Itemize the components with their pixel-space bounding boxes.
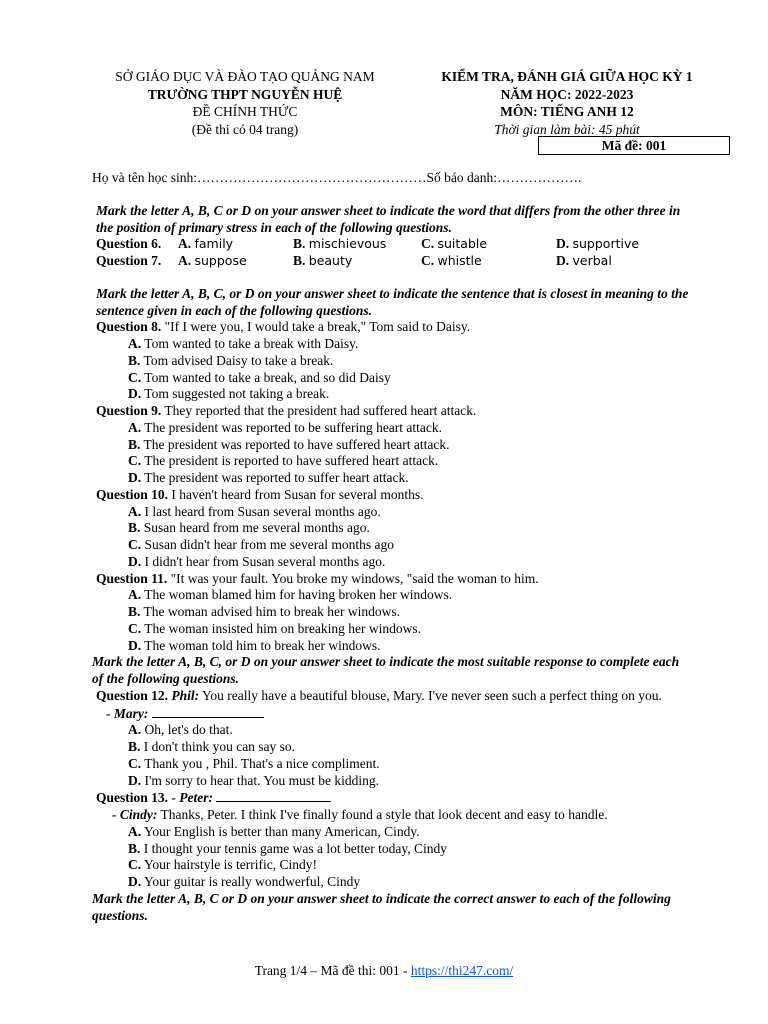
- answer-blank: [152, 705, 264, 718]
- exam-body: [92, 170, 692, 924]
- question-7: [92, 253, 692, 270]
- instruction-response: Mark the letter A, B, C, or D on your answer sheet to indicate the most suitable response to complete each of the following questions.: [92, 654, 680, 686]
- option-c: C. Thank you , Phil. That's a nice compliment.: [128, 755, 380, 771]
- page-footer: [0, 963, 768, 979]
- official-label: ĐỀ CHÍNH THỨC: [192, 104, 298, 119]
- option-b: B. The president was reported to have suffered heart attack.: [128, 436, 450, 452]
- option-b: B. beauty: [293, 253, 353, 268]
- option-b: B. The woman advised him to break her windows.: [128, 604, 400, 619]
- header-left: [92, 68, 398, 138]
- exam-title: KIỂM TRA, ĐÁNH GIÁ GIỮA HỌC KỲ 1: [441, 69, 693, 84]
- option-b: B. mischievous: [293, 236, 387, 252]
- school-year: NĂM HỌC: 2022-2023: [500, 86, 634, 102]
- instruction-stress: Mark the letter A, B, C or D on your answer sheet to indicate the word that differs from the other three in the position of primary stress in each of the following questions.: [96, 202, 681, 235]
- option-a: A. Oh, let's do that.: [128, 722, 233, 738]
- option-d: D. supportive: [556, 236, 640, 252]
- q12-reply-line: - Mary:: [92, 705, 692, 723]
- footer-text: Trang 1/4 – Mã đề thi: 001 -: [254, 963, 411, 978]
- option-d: D. Your guitar is really wondwerful, Cindy: [128, 874, 361, 889]
- option-b: B. I don't think you can say so.: [128, 739, 296, 754]
- option-c: C. Tom wanted to take a break, and so did Daisy: [128, 369, 391, 385]
- question-label: Question 6.: [96, 236, 162, 252]
- question-12: Question 12. Phil: You really have a beautiful blouse, Mary. I've never seen such a perfect thing on you.: [96, 687, 662, 703]
- option-b: B. Susan heard from me several months ago.: [128, 520, 370, 536]
- option-c: C. The president is reported to have suffered heart attack.: [128, 453, 439, 469]
- option-c: C. Your hairstyle is terrific, Cindy!: [128, 857, 317, 873]
- option-d: D. verbal: [556, 253, 612, 268]
- subject: MÔN: TIẾNG ANH 12: [500, 104, 634, 119]
- question-8: Question 8. "If I were you, I would take a break," Tom said to Daisy.: [96, 319, 471, 335]
- option-c: C. Susan didn't hear from me several months ago: [128, 537, 394, 552]
- question-10: Question 10. I haven't heard from Susan for several months.: [96, 486, 424, 502]
- department-name: SỞ GIÁO DỤC VÀ ĐÀO TẠO QUẢNG NAM: [115, 69, 375, 84]
- instruction-closest-meaning: Mark the letter A, B, C, or D on your answer sheet to indicate the sentence that is closest in meaning to the sentence given in each of the following questions.: [96, 285, 689, 318]
- option-c: C. whistle: [421, 253, 482, 268]
- option-a: A. Tom wanted to take a break with Daisy.: [128, 336, 359, 351]
- option-a: A. suppose: [178, 253, 247, 268]
- page-count: (Đề thi có 04 trang): [191, 121, 299, 137]
- question-11: Question 11. "It was your fault. You broke my windows, "said the woman to him.: [96, 570, 539, 586]
- option-b: B. Tom advised Daisy to take a break.: [128, 352, 334, 368]
- instruction-correct-answer: Mark the letter A, B, C or D on your answer sheet to indicate the correct answer to each of the following questions.: [92, 890, 671, 923]
- option-a: A. family: [178, 236, 234, 252]
- answer-blank: [216, 789, 331, 802]
- question-9: Question 9. They reported that the president had suffered heart attack.: [96, 403, 477, 418]
- school-name: TRƯỜNG THPT NGUYỄN HUỆ: [147, 86, 343, 102]
- q13-reply-line: - Cindy: Thanks, Peter. I think I've finally found a style that look decent and easy to handle.: [112, 807, 608, 822]
- option-b: B. I thought your tennis game was a lot better today, Cindy: [128, 840, 447, 856]
- student-info-line: Họ và tên học sinh:……………………………………………Số báo danh:……………….: [92, 170, 582, 185]
- header-right: [412, 68, 722, 138]
- option-d: D. The woman told him to break her windows.: [128, 637, 381, 653]
- option-a: A. I last heard from Susan several months ago.: [128, 503, 381, 519]
- option-d: D. I'm sorry to hear that. You must be kidding.: [128, 772, 380, 788]
- option-c: C. The woman insisted him on breaking her windows.: [128, 620, 421, 636]
- question-13: Question 13. - Peter:: [92, 789, 692, 807]
- option-d: D. The president was reported to suffer heart attack.: [128, 470, 409, 485]
- exam-code-box: Mã đề: 001: [538, 136, 730, 155]
- option-a: A. The president was reported to be suffering heart attack.: [128, 419, 443, 435]
- option-d: D. I didn't hear from Susan several months ago.: [128, 553, 386, 569]
- option-a: A. The woman blamed him for having broken her windows.: [128, 587, 453, 603]
- question-label: Question 7.: [96, 253, 162, 268]
- footer-link[interactable]: https://thi247.com/: [410, 963, 514, 978]
- option-c: C. suitable: [421, 236, 488, 252]
- time-limit: Thời gian làm bài: 45 phút: [494, 121, 640, 137]
- option-a: A. Your English is better than many American, Cindy.: [128, 823, 420, 839]
- question-6: [92, 236, 692, 253]
- option-d: D. Tom suggested not taking a break.: [128, 386, 330, 402]
